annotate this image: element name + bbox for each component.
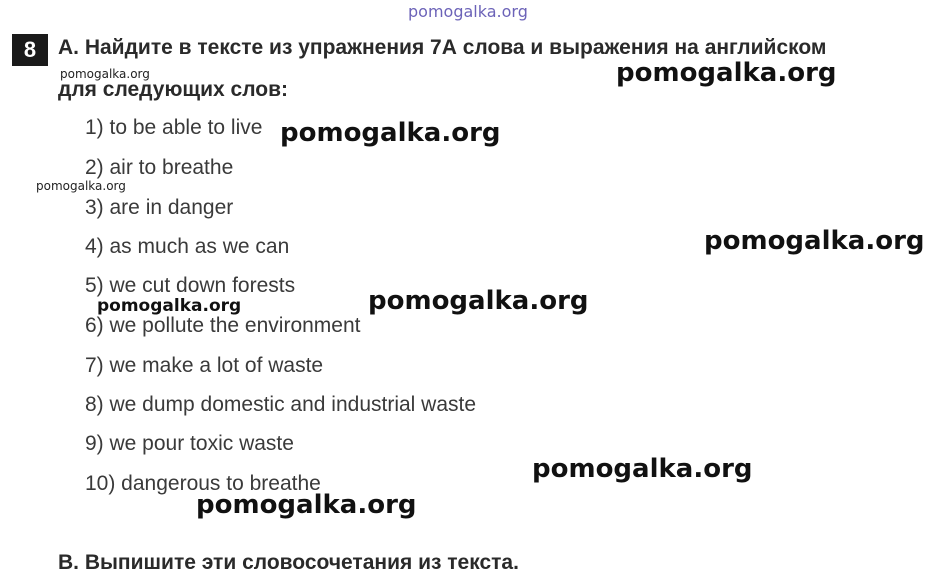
part-b-title: B. Выпишите эти словосочетания из текста. [58, 551, 519, 574]
watermark: pomogalka.org [196, 490, 417, 520]
watermark-small: pomogalka.org [97, 296, 242, 316]
list-item: 1) to be able to live [85, 116, 263, 139]
list-item: 7) we make a lot of waste [85, 354, 324, 377]
part-a-title-line1: A. Найдите в тексте из упражнения 7А слова и выражения на английском [58, 36, 827, 59]
list-item: 5) we cut down forests [85, 274, 296, 297]
list-item: 3) are in danger [85, 196, 234, 219]
list-item: 6) we pollute the environment [85, 314, 361, 337]
list-item: 8) we dump domestic and industrial waste [85, 393, 477, 416]
watermark: pomogalka.org [704, 226, 925, 256]
list-item: 9) we pour toxic waste [85, 432, 294, 455]
watermark: pomogalka.org [280, 118, 501, 148]
watermark-small: pomogalka.org [36, 179, 126, 193]
list-item: 2) air to breathe [85, 156, 234, 179]
exercise-number-badge: 8 [12, 34, 48, 66]
list-item: 4) as much as we can [85, 235, 290, 258]
watermark-top: pomogalka.org [408, 2, 528, 21]
part-a-title-line2: для следующих слов: [58, 78, 288, 101]
watermark: pomogalka.org [368, 286, 589, 316]
watermark-small: pomogalka.org [60, 67, 150, 81]
watermark: pomogalka.org [616, 58, 837, 88]
watermark: pomogalka.org [532, 454, 753, 484]
list-item: 10) dangerous to breathe [85, 472, 321, 495]
